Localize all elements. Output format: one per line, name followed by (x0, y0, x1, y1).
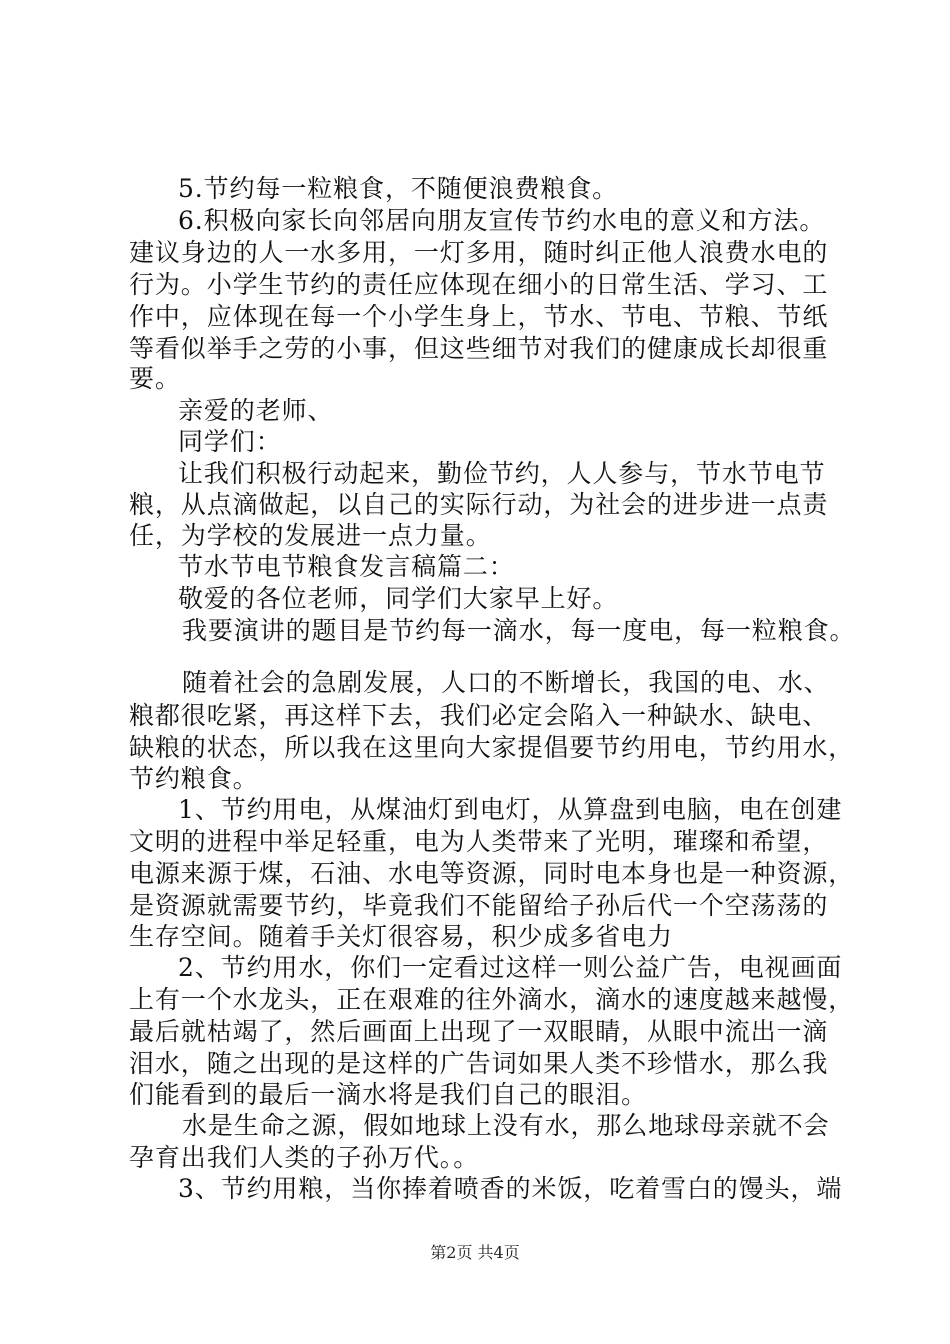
text-line: 等看似举手之劳的小事，但这些细节对我们的健康成长却很重 (129, 334, 829, 363)
text-line: 要。 (129, 364, 181, 393)
text-line: 泪水，随之出现的是这样的广告词如果人类不珍惜水，那么我 (129, 1049, 829, 1078)
text-line: 节水节电节粮食发言稿篇二： (178, 552, 515, 581)
text-line: 1、节约用电，从煤油灯到电灯，从算盘到电脑，电在创建 (178, 795, 843, 824)
text-line: 是资源就需要节约，毕竟我们不能留给子孙后代一个空荡荡的 (129, 891, 829, 920)
text-line: 电源来源于煤，石油、水电等资源，同时电本身也是一种资源， (129, 859, 855, 888)
text-line: 缺粮的状态，所以我在这里向大家提倡要节约用电，节约用水， (129, 733, 855, 762)
page-number-footer: 第2页 共4页 (430, 1243, 520, 1262)
text-line: 最后就枯竭了，然后画面上出现了一双眼睛，从眼中流出一滴 (129, 1017, 829, 1046)
text-line: 文明的进程中举足轻重，电为人类带来了光明，璀璨和希望， (129, 827, 829, 856)
text-line: 3、节约用粮，当你捧着喷香的米饭，吃着雪白的馒头，端 (178, 1174, 843, 1203)
text-line: 粮，从点滴做起，以自己的实际行动，为社会的进步进一点责 (129, 490, 829, 519)
text-line: 亲爱的老师、 (178, 396, 334, 425)
text-line: 上有一个水龙头，正在艰难的往外滴水，滴水的速度越来越慢， (129, 985, 855, 1014)
text-line: 行为。小学生节约的责任应体现在细小的日常生活、学习、工 (129, 270, 829, 299)
text-line: 建议身边的人一水多用，一灯多用，随时纠正他人浪费水电的 (129, 238, 829, 267)
text-line: 同学们： (178, 427, 282, 456)
text-line: 节约粮食。 (129, 764, 259, 793)
text-line: 水是生命之源，假如地球上没有水，那么地球母亲就不会 (182, 1111, 830, 1140)
text-line: 生存空间。随着手关灯很容易，积少成多省电力 (129, 922, 673, 951)
text-line: 作中，应体现在每一个小学生身上，节水、节电、节粮、节纸 (129, 302, 829, 331)
text-line: 们能看到的最后一滴水将是我们自己的眼泪。 (129, 1080, 648, 1109)
text-line: 6.积极向家长向邻居向朋友宣传节约水电的意义和方法。 (178, 206, 826, 235)
text-line: 随着社会的急剧发展，人口的不断增长，我国的电、水、 (182, 668, 830, 697)
text-line: 2、节约用水，你们一定看过这样一则公益广告，电视画面 (178, 953, 843, 982)
text-line: 孕育出我们人类的子孙万代。。 (129, 1143, 480, 1172)
text-line: 敬爱的各位老师，同学们大家早上好。 (178, 584, 619, 613)
text-line: 粮都很吃紧，再这样下去，我们必定会陷入一种缺水、缺电、 (129, 701, 829, 730)
text-line: 5.节约每一粒粮食，不随便浪费粮食。 (178, 174, 619, 203)
text-line: 我要演讲的题目是节约每一滴水，每一度电，每一粒粮食。 (182, 616, 856, 645)
text-line: 任，为学校的发展进一点力量。 (129, 521, 492, 550)
text-line: 让我们积极行动起来，勤俭节约，人人参与，节水节电节 (178, 459, 826, 488)
